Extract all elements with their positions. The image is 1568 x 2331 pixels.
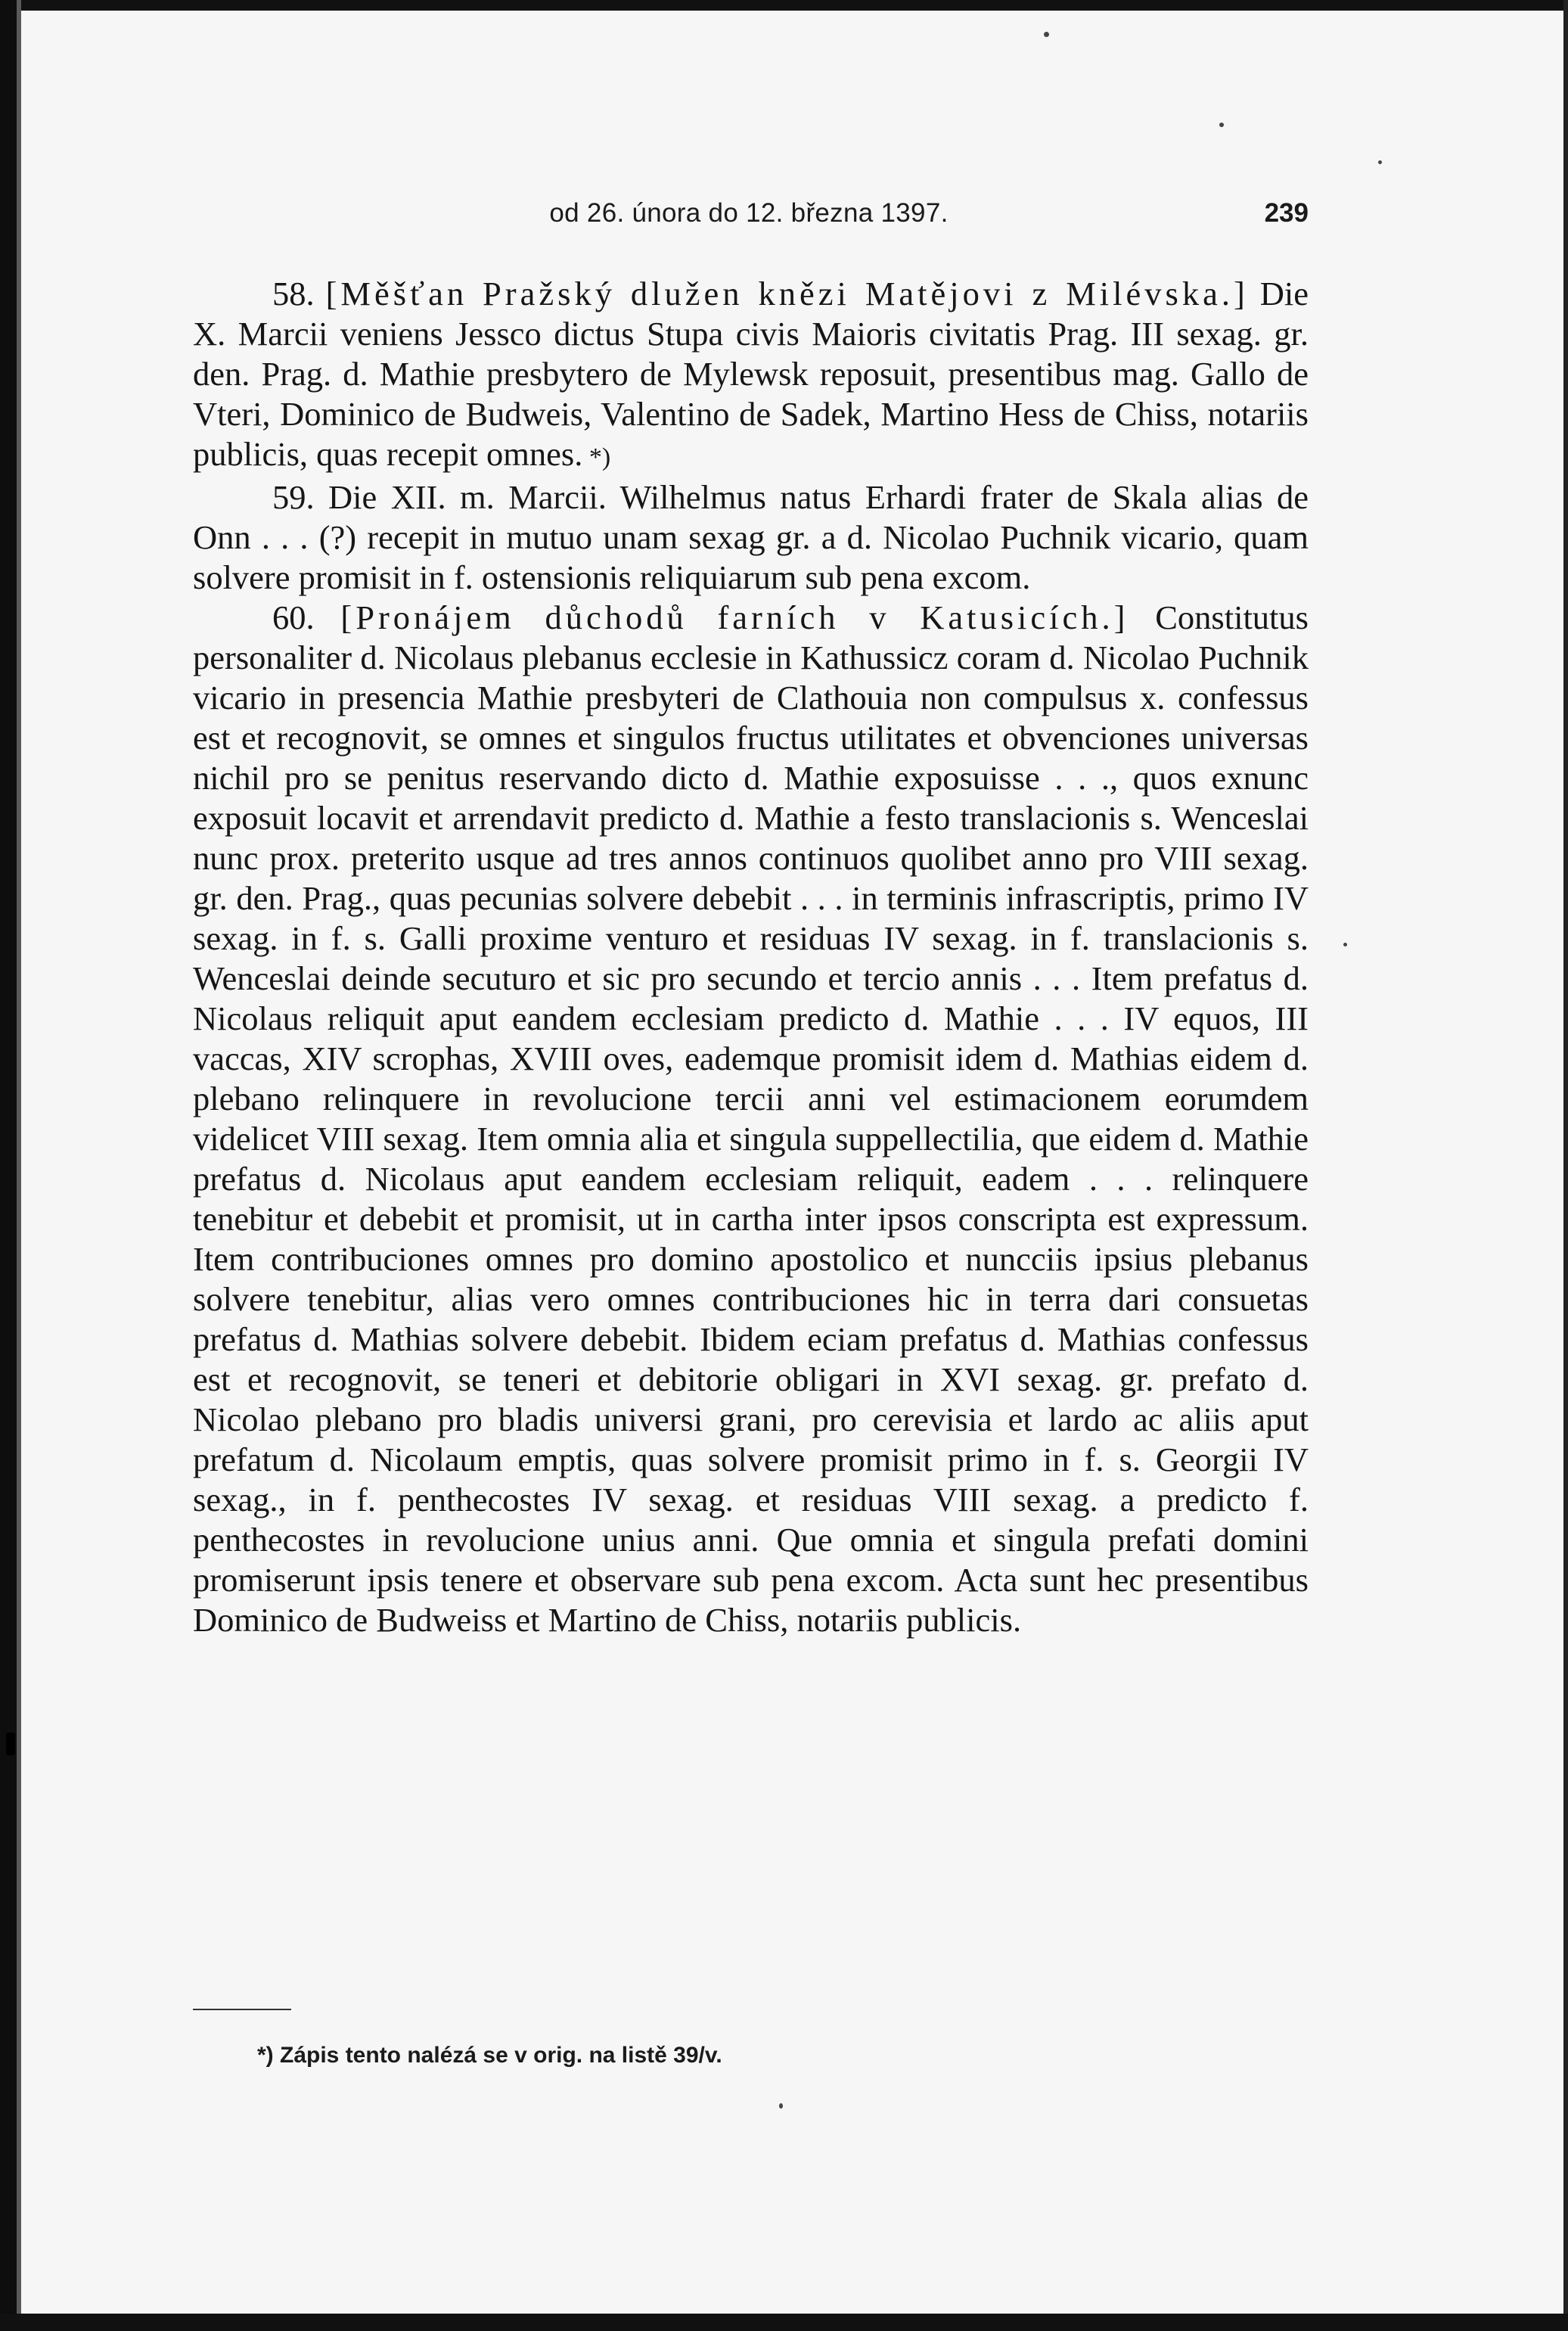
scan-speck (1343, 943, 1347, 946)
entry-number: 60. (272, 598, 315, 636)
footnote (257, 2043, 1316, 2068)
scan-speck (6, 1733, 15, 1755)
scan-speck (779, 2103, 783, 2109)
entry-number: 59. (272, 478, 315, 516)
footnote-text: Zápis tento nalézá se v orig. na listě 39/v. (273, 2043, 722, 2068)
entry-text: Die XII. m. Marcii. Wilhelmus natus Erhardi frater de Skala alias de Onn . . . (?) recepit in mutuo unam sexag gr. a d. Nicolao Puchnik vicario, quam solvere promisit in f. ostensionis reliquiarum sub pena excom. (193, 478, 1309, 596)
footnote-divider (193, 2009, 291, 2010)
entry-58 (193, 274, 1309, 477)
document-body (193, 274, 1309, 1640)
entry-heading: [Měšťan Pražský dlužen knězi Matějovi z Milévska.] (325, 275, 1249, 312)
entry-heading: [Pronájem důchodů farních v Katusicích.] (340, 598, 1129, 636)
page-header (189, 198, 1309, 236)
scan-border-right (1563, 0, 1568, 2331)
footnote-mark: *) (257, 2043, 274, 2068)
footnote-reference[interactable]: *) (582, 443, 611, 471)
scan-border-left (0, 0, 17, 2331)
entry-number: 58. (272, 275, 315, 312)
entry-text: Constitutus personaliter d. Nicolaus plebanus ecclesie in Kathussicz coram d. Nicolao Puchnik vicario in presencia Mathie presbyteri de Clathouia non compulsus x. confessus est et recognovit, se omnes et singulos fructus utilitates et obvenciones universas nichil pro se penitus reservando dicto d. Mathie exposuisse . . ., quos exnunc exposuit locavit et arrendavit predicto d. Mathie a festo translacionis s. Wenceslai nunc prox. preterito usque ad tres annos continuos quolibet anno pro VIII sexag. gr. den. Prag., quas pecunias solvere debebit . . . in terminis infrascriptis, primo IV sexag. in f. s. Galli proxime venturo et residuas IV sexag. in f. translacionis s. Wenceslai deinde secuturo et sic pro secundo et tercio annis . . . Item prefatus d. Nicolaus reliquit aput eandem ecclesiam predicto d. Mathie . . . IV equos, III vaccas, XIV scrophas, XVIII oves, eademque promisit idem d. Mathias eidem d. plebano relinquere in revolucione tercii anni vel estimacionem eorumdem videlicet VIII sexag. Item omnia alia et singula suppellectilia, que eidem d. Mathie prefatus d. Nicolaus aput eandem ecclesiam reliquit, eadem . . . relinquere tenebitur et debebit et promisit, ut in cartha inter ipsos conscripta est expressum. Item contribuciones omnes pro domino apostolico et nuncciis ipsius plebanus solvere tenebitur, alias vero omnes contribuciones hic in terra dari consuetas prefatus d. Mathias solvere debebit. Ibidem eciam prefatus d. Mathias confessus est et recognovit, se teneri et debitorie obligari in XVI sexag. gr. prefato d. Nicolao plebano pro bladis universi grani, pro cerevisia et lardo ac aliis aput prefatum d. Nicolaum emptis, quas solvere promisit primo in f. s. Georgii IV sexag., in f. penthecostes IV sexag. et residuas VIII sexag. a predicto f. penthecostes in revolucione unius anni. Que omnia et singula prefati domini promiserunt ipsis tenere et observare sub pena excom. Acta sunt hec presentibus Dominico de Budweiss et Martino de Chiss, notariis publicis. (193, 598, 1309, 1639)
running-title: od 26. února do 12. března 1397. (549, 198, 949, 228)
scan-border-top (0, 0, 1568, 11)
scan-speck (1219, 123, 1224, 127)
page-number: 239 (1264, 198, 1309, 228)
scan-border-bottom (0, 2314, 1568, 2331)
scan-speck (1044, 32, 1049, 37)
entry-59 (193, 477, 1309, 598)
scan-speck (1378, 160, 1382, 164)
entry-text: Die X. Marcii veniens Jessco dictus Stupa civis Maioris civitatis Prag. III sexag. gr. den. Prag. d. Mathie presbytero de Mylewsk reposuit, presentibus mag. Gallo de Vteri, Dominico de Budweis, Valentino de Sadek, Martino Hess de Chiss, notariis publicis, quas recepit omnes. (193, 275, 1309, 473)
entry-60 (193, 598, 1309, 1640)
